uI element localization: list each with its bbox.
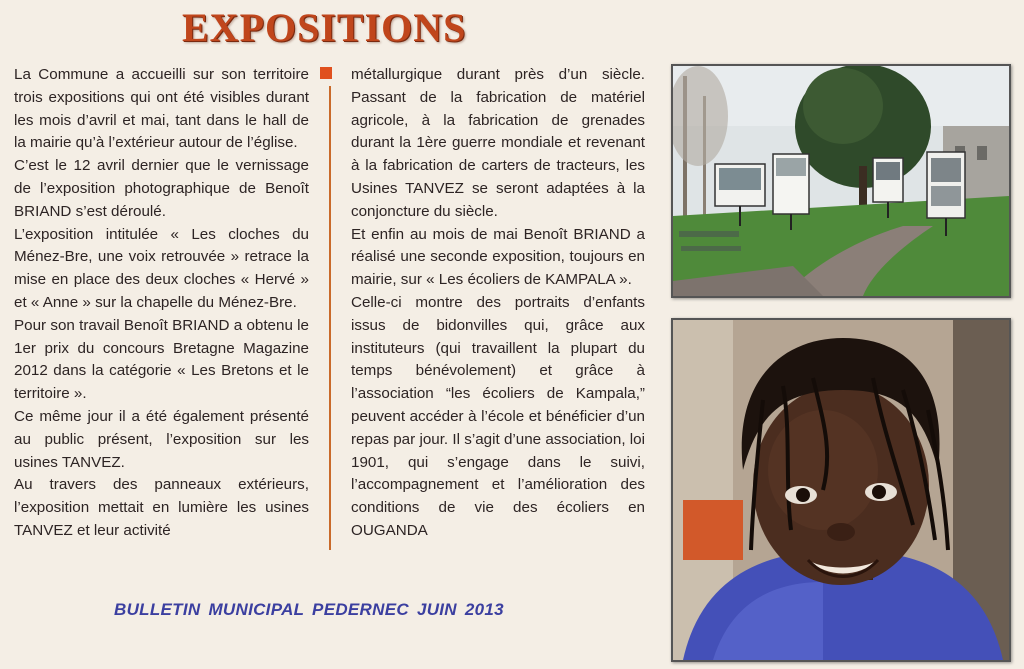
paragraph: Celle-ci montre des portraits d’enfants issus de bidonvilles qui, grâce aux instituteurs (qui travaillent la plupart du temps bénévolement) et grâce à l’association “les écoliers de Kampala,” peuvent accéder à l’école et bénéficier d’un repas par jour. Il s’agit d’une association, loi 1901, qui s’engage dans le suivi, l’accompagnement et l’amélioration des conditions de vie des écoliers en OUGANDA — [351, 293, 645, 539]
paragraph: Au travers des panneaux extérieurs, l’exposition mettait en lumière les usines TANVEZ et leur activité — [14, 476, 309, 539]
child-portrait-photo — [671, 318, 1011, 662]
footer-caption: BULLETIN MUNICIPAL PEDERNEC JUIN 2013 — [114, 600, 504, 619]
article-column-2 — [351, 64, 645, 543]
section-marker — [320, 67, 332, 79]
column-divider — [329, 86, 331, 550]
paragraph: L’exposition intitulée « Les cloches du Ménez-Bre, une voix retrouvée » retrace la mise en place des deux cloches « Hervé » et « Anne » sur la chapelle du Ménez-Bre. — [14, 225, 309, 311]
paragraph: C’est le 12 avril dernier que le vernissage de l’exposition photographique de Benoît BRIAND s’est déroulé. — [14, 157, 309, 220]
paragraph: La Commune a accueilli sur son territoire trois expositions qui ont été visibles durant les mois d’avril et mai, tant dans le hall de la mairie qu’à l’extérieur autour de l’église. — [14, 66, 309, 152]
paragraph: Ce même jour il a été également présenté au public présent, l’exposition sur les usines TANVEZ. — [14, 407, 309, 471]
paragraph: Et enfin au mois de mai Benoît BRIAND a réalisé une seconde exposition, toujours en mairie, sur « Les écoliers de KAMPALA ». — [351, 225, 645, 289]
article-column-1 — [14, 64, 309, 543]
exhibition-garden-photo — [671, 64, 1011, 298]
paragraph: métallurgique durant près d’un siècle. Passant de la fabrication de matériel agricole, à la fabrication de grenades durant la 1ère guerre mondiale et revenant à la fabrication de carters de tracteurs, les Usines TANVEZ se seront adaptées à la conjoncture du siècle. — [351, 66, 645, 220]
paragraph: Pour son travail Benoît BRIAND a obtenu le 1er prix du concours Bretagne Magazine 2012 dans la catégorie « Les Bretons et le territoire ». — [14, 316, 309, 403]
page-title: EXPOSITIONS — [182, 5, 467, 50]
